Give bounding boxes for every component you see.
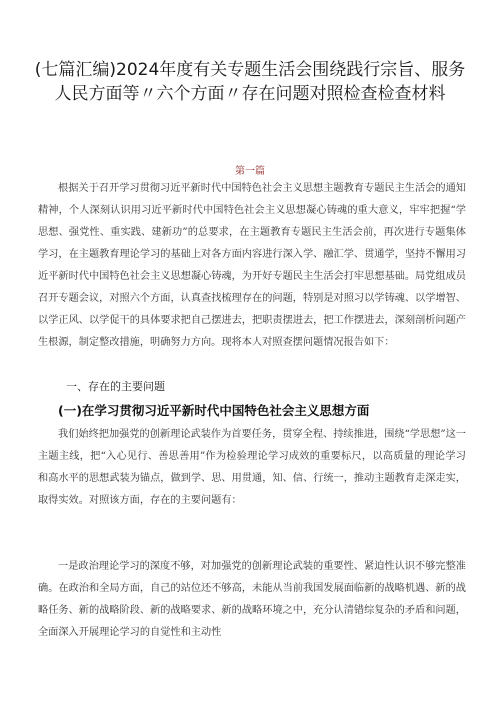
study-paragraph: 我们始终把加强党的创新理论武装作为首要任务，贯穿全程、持续推进，围绕“学思想”这一主题主线，把“入心见行、善思善用”作为检验理论学习成效的重要标尺，以高质量的理论学习和高水平的思想武装为锚点，做到学、思、用贯通，知、信、行统一，推动主题教育走深走实，取得实效。对照该方面，存在的主要问题有： <box>38 429 466 506</box>
subsection-heading-study: (一)在学习贯彻习近平新时代中国特色社会主义思想方面 <box>58 403 370 418</box>
section-heading-main-problems: 一、存在的主要问题 <box>66 380 165 393</box>
chapter-heading: 第一篇 <box>235 166 265 177</box>
document-title: (七篇汇编)2024年度有关专题生活会围绕践行宗旨、服务人民方面等〃六个方面〃存在问题对照检查检查材料 <box>34 60 466 104</box>
intro-paragraph: 根据关于召开学习贯彻习近平新时代中国特色社会主义思想主题教育专题民主生活会的通知精神，个人深刻认识用习近平新时代中国特色社会主义思想凝心铸魂的重大意义，牢牢把握“学思想、强党性、重实践、建新功”的总要求，在主题教育专题民主生活会前，再次进行专题集体学习，在主题教育理论学习的基础上对各方面内容进行深入学、融汇学、贯通学，坚持不懈用习近平新时代中国特色社会主义思想凝心铸魂，为开好专题民主生活会打牢思想基础。局党组成员召开专题会议，对照六个方面，认真查找梳理存在的问题，特别是对照习以学铸魂、以学增智、以学正风、以学促干的具体要求把自己摆进去，把职责摆进去，把工作摆进去，深刻剖析问题产生根源，制定整改措施，明确努力方向。现将本人对照查摆问题情况报告如下： <box>38 183 466 348</box>
problem-one-paragraph: 一是政治理论学习的深度不够，对加强党的创新理论武装的重要性、紧迫性认识不够完整准确。在政治和全局方面，自己的站位还不够高，未能从当前我国发展面临新的战略机遇、新的战略任务、新的战略阶段、新的战略要求、新的战略环境之中，充分认清错综复杂的矛盾和问题，全面深入开展理论学习的自觉性和主动性 <box>38 561 466 638</box>
